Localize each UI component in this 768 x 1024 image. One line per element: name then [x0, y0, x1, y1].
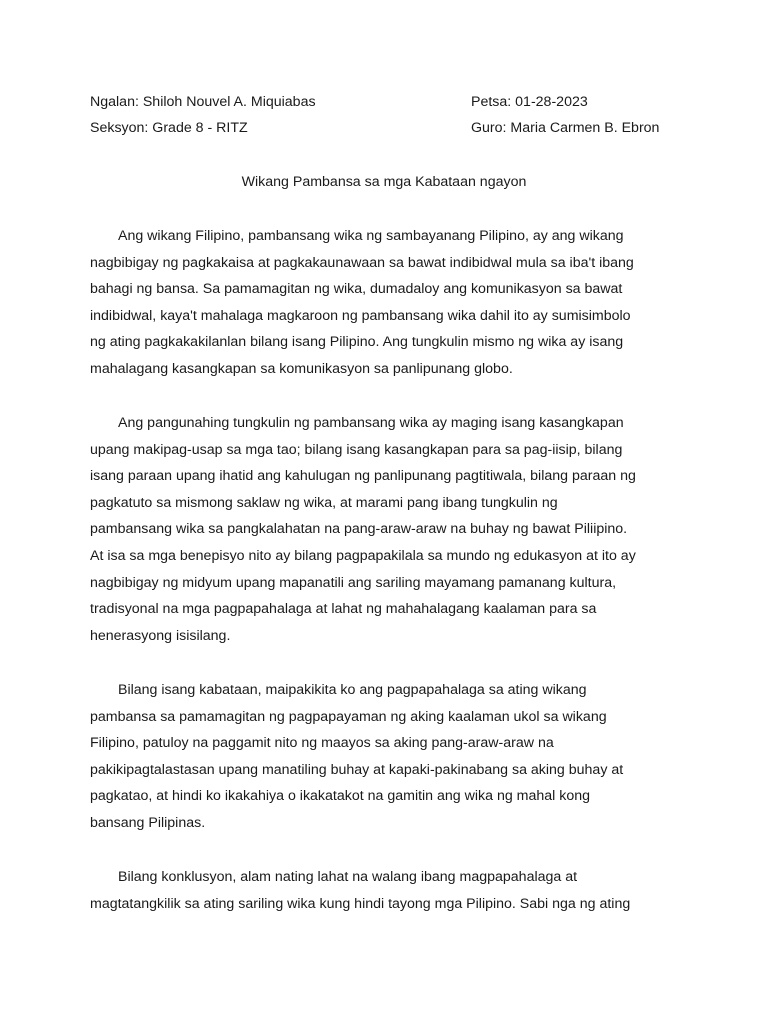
paragraph-line: pagkatao, at hindi ko ikakahiya o ikakatakot na gamitin ang wika ng mahal kong	[90, 788, 591, 805]
paragraph-4	[90, 867, 690, 920]
paragraph-line: Ang pangunahing tungkulin ng pambansang wika ay maging isang kasangkapan	[118, 415, 624, 431]
paragraph-line: upang makipag-usap sa mga tao; bilang isang kasangkapan para sa pag-iisip, bilang	[90, 441, 623, 458]
paragraph-line: nagbibigay ng pagkakaisa at pagkakaunawaan sa bawat indibidwal mula sa iba't ibang	[90, 254, 634, 271]
paragraph-line: henerasyong isisilang.	[90, 627, 231, 644]
paragraph-line: isang paraan upang ihatid ang kahulugan ng panlipunang pagtitiwala, bilang paraan ng	[90, 468, 636, 485]
paragraph-line: mahalagang kasangkapan sa komunikasyon sa panlipunang globo.	[90, 360, 513, 377]
paragraph-2	[90, 413, 690, 652]
paragraph-line: Ang wikang Filipino, pambansang wika ng sambayanang Pilipino, ay ang wikang	[118, 228, 624, 244]
paragraph-line: pambansang wika sa pangkalahatan na pang-araw-araw na buhay ng bawat Piliipino.	[90, 521, 628, 538]
paragraph-line: Bilang konklusyon, alam nating lahat na walang ibang magpapahalaga at	[118, 869, 578, 885]
paragraph-1	[90, 226, 690, 386]
paragraph-line: bahagi ng bansa. Sa pamamagitan ng wika, dumadaloy ang komunikasyon sa bawat	[90, 281, 623, 298]
paragraph-line: bansang Pilipinas.	[90, 814, 206, 831]
date: Petsa: 01-28-2023	[471, 94, 588, 110]
paragraph-line: indibidwal, kaya't mahalaga magkaroon ng pambansang wika dahil ito ay sumisimbolo	[90, 307, 631, 324]
essay-title: Wikang Pambansa sa mga Kabataan ngayon	[241, 174, 527, 190]
paragraph-line: ng ating pagkakakilanlan bilang isang Pilipino. Ang tungkulin mismo ng wika ay isang	[90, 334, 624, 351]
paragraph-line: nagbibigay ng midyum upang mapanatili ang sariling mayamang pamanang kultura,	[90, 574, 617, 591]
teacher: Guro: Maria Carmen B. Ebron	[471, 120, 660, 136]
paragraph-line: At isa sa mga benepisyo nito ay bilang pagpapakilala sa mundo ng edukasyon at ito ay	[90, 547, 636, 564]
section: Seksyon: Grade 8 - RITZ	[90, 120, 248, 136]
paragraph-line: magtatangkilik sa ating sariling wika kung hindi tayong mga Pilipino. Sabi nga ng ating	[90, 895, 631, 912]
paragraph-line: Bilang isang kabataan, maipakikita ko ang pagpapahalaga sa ating wikang	[118, 682, 587, 698]
paragraph-line: pambansa sa pamamagitan ng pagpapayaman ng aking kaalaman ukol sa wikang	[90, 708, 607, 725]
paragraph-line: Filipino, patuloy na paggamit nito ng maayos sa aking pang-araw-araw na	[90, 735, 554, 752]
student-name: Ngalan: Shiloh Nouvel A. Miquiabas	[90, 94, 316, 110]
paragraph-line: pakikipagtalastasan upang manatiling buhay at kapaki-pakinabang sa aking buhay at	[90, 761, 624, 778]
paragraph-line: pagkatuto sa mismong saklaw ng wika, at marami pang ibang tungkulin ng	[90, 494, 558, 511]
paragraph-line: tradisyonal na mga pagpapahalaga at lahat ng mahahalagang kaalaman para sa	[90, 601, 597, 618]
paragraph-3	[90, 680, 690, 840]
